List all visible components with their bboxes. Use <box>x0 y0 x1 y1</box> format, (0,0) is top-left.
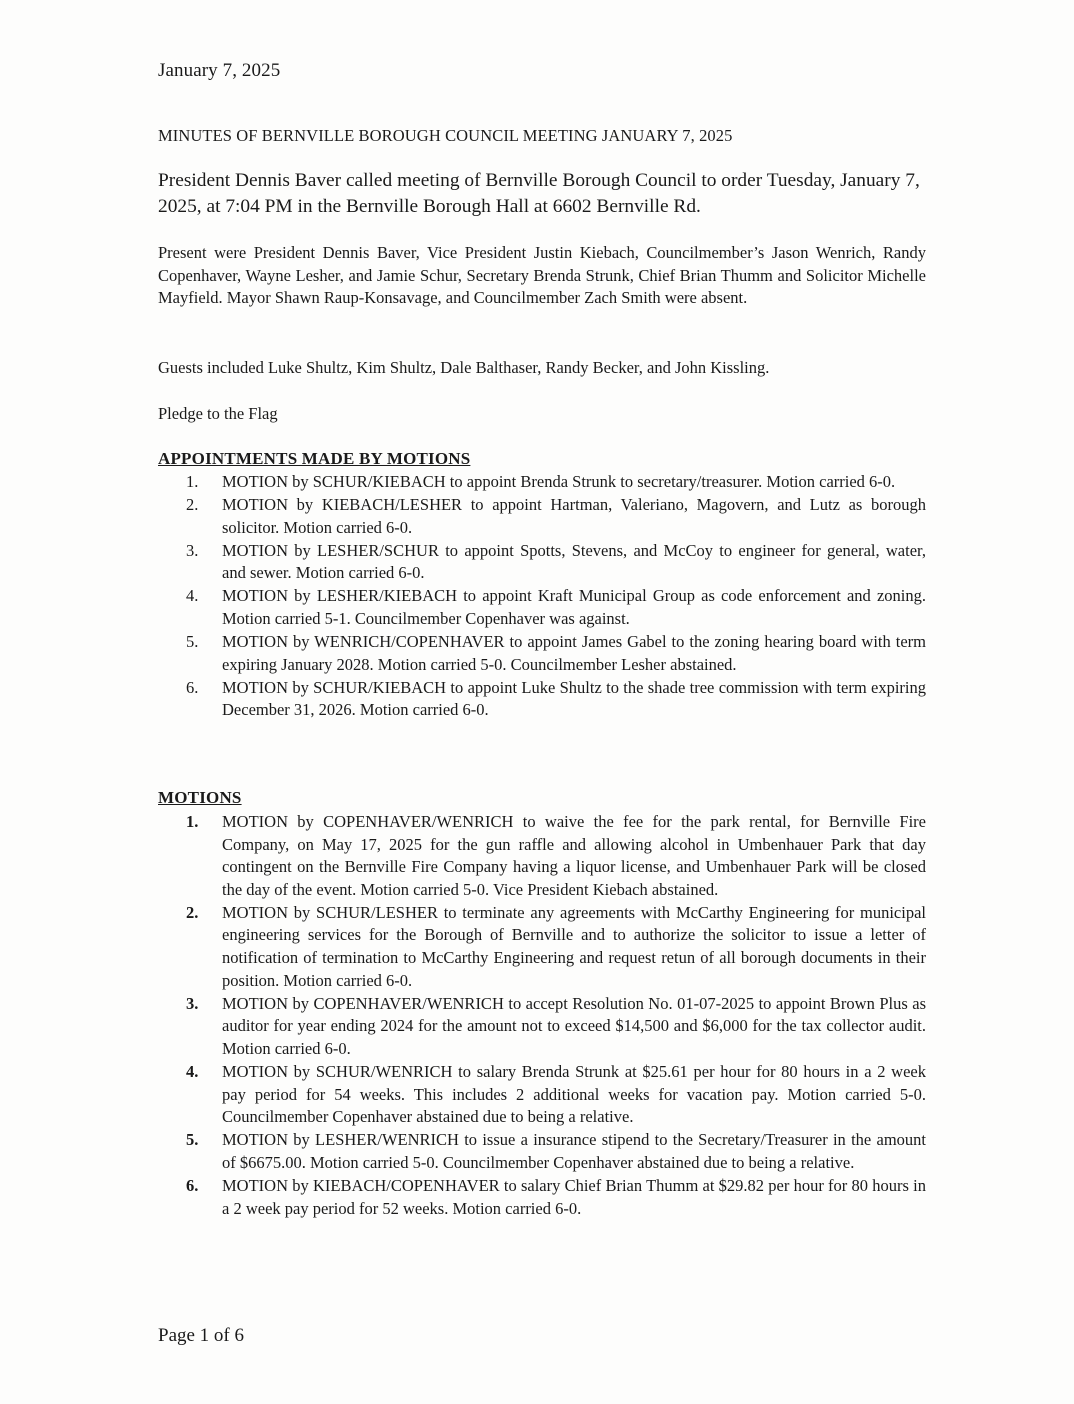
motions-heading: MOTIONS <box>158 788 242 807</box>
item-text: MOTION by KIEBACH/LESHER to appoint Hartman, Valeriano, Magovern, and Lutz as borough solicitor. Motion carried 6-0. <box>222 495 926 537</box>
pledge-line: Pledge to the Flag <box>158 404 278 423</box>
appointments-heading: APPOINTMENTS MADE BY MOTIONS <box>158 449 471 468</box>
item-number: 4. <box>186 1062 199 1082</box>
item-text: MOTION by SCHUR/KIEBACH to appoint Luke Shultz to the shade tree commission with term expiring December 31, 2026. Motion carried 6-0. <box>222 677 926 720</box>
item-number: 5. <box>186 632 199 652</box>
item-text: MOTION by SCHUR/KIEBACH to appoint Brenda Strunk to secretary/treasurer. Motion carried 6-0. <box>222 472 896 491</box>
item-text: MOTION by COPENHAVER/WENRICH to accept Resolution No. 01-07-2025 to appoint Brown Plus as auditor for year ending 2024 for the amount not to exceed $14,500 and $6,000 for the tax collector audit. Motion carried 6-0. <box>222 993 926 1058</box>
header-date: January 7, 2025 <box>158 60 281 81</box>
item-number: 6. <box>186 677 199 697</box>
item-text: MOTION by SCHUR/WENRICH to salary Brenda Strunk at $25.61 per hour for 80 hours in a 2 week pay period for 54 weeks. This includes 2 additional weeks for vacation pay. Motion carried 5-0. Councilmember Copenhaver abstained due to being a relative. <box>222 1062 926 1127</box>
guests-paragraph: Guests included Luke Shultz, Kim Shultz, Dale Balthaser, Randy Becker, and John Kissling. <box>158 358 770 377</box>
item-text: MOTION by LESHER/KIEBACH to appoint Kraft Municipal Group as code enforcement and zoning. Motion carried 5-1. Councilmember Copenhaver was against. <box>222 586 926 629</box>
list-item <box>186 585 926 630</box>
item-text: MOTION by COPENHAVER/WENRICH to waive the fee for the park rental, for Bernville Fire Company, on May 17, 2025 for the gun raffle and allowing alcohol in Umbenhauer Park that day contingent on the Bernville Fire Company having a liquor license, and Umbenhauer Park will be closed the day of the event. Motion carried 5-0. Vice President Kiebach abstained. <box>222 812 926 899</box>
opening-paragraph: President Dennis Baver called meeting of Bernville Borough Council to order Tuesday, January 7, 2025, at 7:04 PM in the Bernville Borough Hall at 6602 Bernville Rd. <box>158 170 920 217</box>
list-item <box>186 993 926 1061</box>
motions-list <box>186 811 926 1221</box>
list-item <box>186 1129 926 1174</box>
item-number: 2. <box>186 495 199 515</box>
list-item <box>186 1175 926 1220</box>
item-number: 1. <box>186 472 199 491</box>
list-item <box>186 902 926 992</box>
item-text: MOTION by WENRICH/COPENHAVER to appoint James Gabel to the zoning hearing board with term expiring January 2028. Motion carried 5-0. Councilmember Lesher abstained. <box>222 632 926 674</box>
item-number: 1. <box>186 812 199 831</box>
item-number: 5. <box>186 1130 199 1150</box>
page-number: Page 1 of 6 <box>158 1325 245 1346</box>
list-item <box>186 677 926 722</box>
list-item <box>186 471 926 494</box>
list-item <box>186 494 926 539</box>
item-text: MOTION by LESHER/WENRICH to issue a insurance stipend to the Secretary/Treasurer in the amount of $6675.00. Motion carried 5-0. Councilmember Copenhaver abstained due to being a relative. <box>222 1130 926 1172</box>
item-number: 4. <box>186 586 199 606</box>
item-text: MOTION by LESHER/SCHUR to appoint Spotts, Stevens, and McCoy to engineer for general, water, and sewer. Motion carried 6-0. <box>222 540 926 583</box>
appointments-list <box>186 471 926 723</box>
item-text: MOTION by KIEBACH/COPENHAVER to salary Chief Brian Thumm at $29.82 per hour for 80 hours in a 2 week pay period for 52 weeks. Motion carried 6-0. <box>222 1176 926 1218</box>
document-title: MINUTES OF BERNVILLE BOROUGH COUNCIL MEETING JANUARY 7, 2025 <box>158 126 733 145</box>
list-item <box>186 631 926 676</box>
item-number: 2. <box>186 902 199 922</box>
item-number: 3. <box>186 540 199 560</box>
list-item <box>186 540 926 585</box>
item-text: MOTION by SCHUR/LESHER to terminate any agreements with McCarthy Engineering for municipal engineering services for the Borough of Bernville and to authorize the solicitor to issue a letter of notification of termination to McCarthy Engineering and request retun of all borough documents in their position. Motion carried 6-0. <box>222 902 926 990</box>
item-number: 3. <box>186 993 199 1013</box>
item-number: 6. <box>186 1176 199 1195</box>
list-item <box>186 811 926 901</box>
list-item <box>186 1061 926 1129</box>
attendance-paragraph: Present were President Dennis Baver, Vice President Justin Kiebach, Councilmember’s Jason Wenrich, Randy Copenhaver, Wayne Lesher, and Jamie Schur, Secretary Brenda Strunk, Chief Brian Thumm and Solicitor Michelle Mayfield. Mayor Shawn Raup-Konsavage, and Councilmember Zach Smith were absent. <box>158 243 926 307</box>
